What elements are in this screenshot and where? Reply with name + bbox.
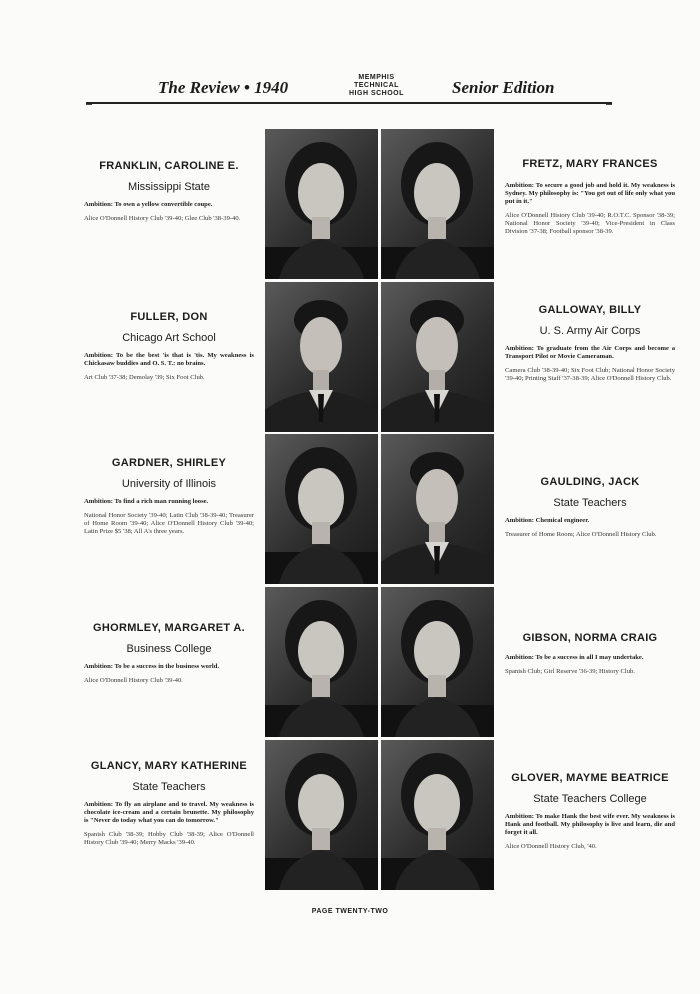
student-bio-franklin bbox=[84, 160, 254, 223]
page-number: PAGE TWENTY-TWO bbox=[311, 908, 389, 915]
student-bio-glover bbox=[505, 772, 675, 851]
student-ambition: Ambition: To find a rich man running loose. bbox=[84, 498, 209, 505]
school-name bbox=[349, 74, 404, 98]
portrait-photo-gaulding bbox=[381, 434, 494, 584]
student-ambition: Ambition: To graduate from the Air Corps and become a Transport Pilot or Movie Cameraman. bbox=[505, 345, 675, 360]
student-school: Mississippi State bbox=[128, 181, 210, 193]
student-activities: National Honor Society '39-40; Latin Club '38-39-40; Treasurer of Home Room '39-40; Alice O'Donnell History Club '39-40; Latin Prize $5 '38; All A's three years. bbox=[84, 512, 254, 535]
edition-title: Senior Edition bbox=[452, 78, 555, 97]
student-bio-gaulding bbox=[505, 476, 675, 539]
student-school: State Teachers College bbox=[533, 793, 647, 805]
student-activities: Spanish Club; Girl Reserve '36-39; History Club. bbox=[505, 668, 635, 675]
student-bio-gibson bbox=[505, 632, 675, 676]
student-activities: Art Club '37-38; Demolay '39; Six Foot Club. bbox=[84, 374, 205, 381]
student-school: State Teachers bbox=[132, 781, 206, 793]
student-name: GLOVER, MAYME BEATRICE bbox=[511, 772, 669, 784]
portrait-photo-fretz bbox=[381, 129, 494, 279]
student-school: University of Illinois bbox=[121, 478, 217, 490]
student-ambition: Ambition: To own a yellow convertible coupe. bbox=[84, 201, 213, 208]
student-activities: Alice O'Donnell History Club '39-40. bbox=[84, 677, 183, 684]
portrait-photo-glover bbox=[381, 740, 494, 890]
portrait-photo-ghormley bbox=[265, 587, 378, 737]
student-ambition: Ambition: To make Hank the best wife ever. My weakness is Hank and football. My philosophy is live and learn, die and forget it all. bbox=[505, 813, 675, 836]
student-name: GIBSON, NORMA CRAIG bbox=[522, 632, 658, 644]
student-ambition: Ambition: To be a success in all I may undertake. bbox=[505, 654, 644, 661]
student-ambition: Ambition: To be a success in the business world. bbox=[84, 663, 220, 670]
student-activities: Treasurer of Home Room; Alice O'Donnell History Club. bbox=[505, 531, 657, 538]
publication-title: The Review • 1940 bbox=[158, 78, 289, 97]
student-activities: Alice O'Donnell History Club, '40. bbox=[505, 843, 597, 850]
header-rule-tick-right bbox=[606, 100, 612, 105]
student-bio-galloway bbox=[505, 304, 675, 383]
header-rule-tick-left bbox=[86, 100, 92, 105]
student-name: GHORMLEY, MARGARET A. bbox=[93, 622, 245, 634]
student-name: GAULDING, JACK bbox=[540, 476, 640, 488]
student-ambition: Ambition: To secure a good job and hold it. My weakness is Sydney. My philosophy is: "You get out of life only what you put in it." bbox=[505, 182, 675, 205]
student-activities: Alice O'Donnell History Club '39-40; R.O.T.C. Sponsor '38-39; National Honor Society '39-40; Vice-President in Class Division '37-38; Football sponsor '38-39. bbox=[505, 212, 675, 235]
student-ambition: Ambition: To be the best 'is that is 'tis. My weakness is Chickasaw buddies and O. S. T.: no brains. bbox=[84, 352, 254, 367]
student-ambition: Ambition: To fly an airplane and to travel. My weakness is chocolate ice-cream and a certain brunette. My philosophy is "Never do today what you can do tomorrow." bbox=[84, 801, 254, 824]
student-name: FRANKLIN, CAROLINE E. bbox=[99, 160, 239, 172]
student-name: GLANCY, MARY KATHERINE bbox=[90, 760, 248, 772]
school-name-line: TECHNICAL bbox=[353, 82, 399, 89]
student-activities: Camera Club '38-39-40; Six Foot Club; National Honor Society '39-40; Printing Staff '37-38-39; Alice O'Donnell History Club. bbox=[505, 367, 675, 382]
student-bio-fuller bbox=[84, 311, 254, 382]
student-bio-glancy bbox=[84, 760, 254, 847]
student-ambition: Ambition: Chemical engineer. bbox=[505, 517, 590, 524]
school-name-line: HIGH SCHOOL bbox=[349, 90, 404, 97]
student-bio-ghormley bbox=[84, 622, 254, 685]
student-bio-gardner bbox=[84, 457, 254, 536]
portrait-photo-franklin bbox=[265, 129, 378, 279]
student-name: GARDNER, SHIRLEY bbox=[111, 457, 227, 469]
student-school: U. S. Army Air Corps bbox=[539, 325, 641, 337]
student-school: Chicago Art School bbox=[122, 332, 216, 344]
portrait-photo-fuller bbox=[265, 282, 378, 432]
student-name: FULLER, DON bbox=[130, 311, 208, 323]
portrait-photo-gardner bbox=[265, 434, 378, 584]
student-activities: Alice O'Donnell History Club '39-40; Glee Club '38-39-40. bbox=[84, 215, 241, 222]
portrait-photo-glancy bbox=[265, 740, 378, 890]
student-bio-fretz bbox=[505, 158, 675, 236]
portrait-photo-gibson bbox=[381, 587, 494, 737]
student-name: FRETZ, MARY FRANCES bbox=[522, 158, 658, 170]
page-header bbox=[86, 72, 612, 104]
student-school: Business College bbox=[126, 643, 212, 655]
portrait-photo-galloway bbox=[381, 282, 494, 432]
school-name-line: MEMPHIS bbox=[358, 74, 395, 81]
student-name: GALLOWAY, BILLY bbox=[538, 304, 642, 316]
student-activities: Spanish Club '38-39; Hobby Club '38-39; Alice O'Donnell History Club '39-40; Merry Macks '39-40. bbox=[84, 831, 254, 846]
student-school: State Teachers bbox=[553, 497, 627, 509]
